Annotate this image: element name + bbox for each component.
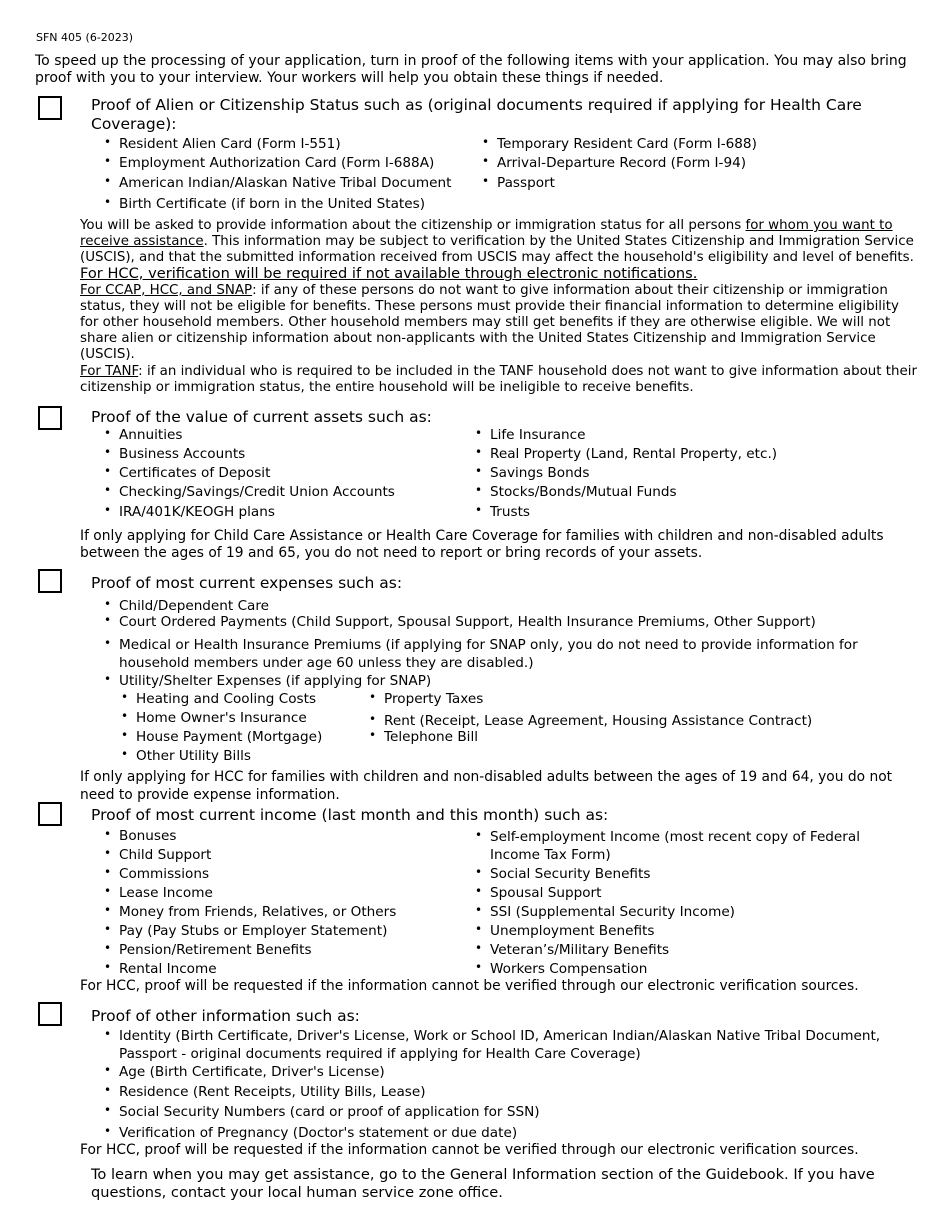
list-item: • Utility/Shelter Expenses (if applying for SNAP) — [119, 673, 431, 690]
list-item: • Employment Authorization Card (Form I-688A) — [119, 155, 434, 172]
intro-lead: To speed up the processing of your application — [35, 53, 362, 69]
citizenship-checkbox[interactable] — [38, 96, 62, 120]
expenses-checkbox[interactable] — [38, 569, 62, 593]
list-item: • Residence (Rent Receipts, Utility Bills, Lease) — [119, 1084, 426, 1101]
income-heading: Proof of most current income (last month and this month) such as: — [91, 806, 609, 824]
citizenship-paragraph-2: For CCAP, HCC, and SNAP: if any of these persons do not want to give information about their citizenship or immigration status, they will not be eligible for benefits. These persons must provide their financial information to determine eligibility for other household members. Other household members may still get benefits if they are otherwise eligible. We will not share alien or citizenship information about non-applicants with the United States Citizenship and Immigration Service (USCIS). — [80, 283, 899, 362]
list-item: • Court Ordered Payments (Child Support, Spousal Support, Health Insurance Premiums, Other Support) — [119, 614, 816, 631]
citizenship-paragraph-3: For TANF: if an individual who is required to be included in the TANF household does not want to give information about their citizenship or immigration status, the entire household will be ineligible to receive benefits. — [80, 364, 917, 395]
list-item: • Telephone Bill — [384, 729, 478, 746]
list-item: • Heating and Cooling Costs — [136, 691, 316, 708]
list-item: • Life Insurance — [490, 427, 586, 444]
list-item: • Identity (Birth Certificate, Driver's License, Work or School ID, American Indian/Alaskan Native Tribal Document, Passport - original documents required if applying for Health Care Coverage) — [119, 1027, 909, 1063]
list-item: • Annuities — [119, 427, 182, 444]
list-item: • Rent (Receipt, Lease Agreement, Housing Assistance Contract) — [384, 713, 812, 730]
list-item: • Certificates of Deposit — [119, 465, 270, 482]
list-item: • Age (Birth Certificate, Driver's License) — [119, 1064, 385, 1081]
intro-text — [35, 53, 915, 87]
list-item: • Social Security Numbers (card or proof of application for SSN) — [119, 1104, 540, 1121]
list-item: • House Payment (Mortgage) — [136, 729, 322, 746]
income-note: For HCC, proof will be requested if the information cannot be verified through our electronic verification sources. — [80, 978, 859, 994]
list-item: • Veteran’s/Military Benefits — [490, 942, 669, 959]
list-item: • SSI (Supplemental Security Income) — [490, 904, 735, 921]
list-item: • Spousal Support — [490, 885, 601, 902]
list-item: • Child Support — [119, 847, 211, 864]
list-item: • Commissions — [119, 866, 209, 883]
other-note: For HCC, proof will be requested if the information cannot be verified through our electronic verification sources. — [80, 1142, 859, 1158]
list-item: • Passport — [497, 175, 555, 192]
list-item: • Self-employment Income (most recent copy of Federal Income Tax Form) — [490, 828, 880, 864]
other-checkbox[interactable] — [38, 1002, 62, 1026]
closing-text: To learn when you may get assistance, go to the General Information section of the Guidebook. If you have questions, contact your local human service zone office. — [91, 1166, 875, 1201]
list-item: • Resident Alien Card (Form I-551) — [119, 136, 341, 153]
list-item: • Arrival-Departure Record (Form I-94) — [497, 155, 746, 172]
list-item: • Workers Compensation — [490, 961, 647, 978]
list-item: • Bonuses — [119, 828, 176, 845]
list-item: • Rental Income — [119, 961, 217, 978]
list-item: • Savings Bonds — [490, 465, 589, 482]
income-checkbox[interactable] — [38, 802, 62, 826]
list-item: • Property Taxes — [384, 691, 483, 708]
assets-heading: Proof of the value of current assets such as: — [91, 408, 432, 426]
list-item: • Medical or Health Insurance Premiums (if applying for SNAP only, you do not need to provide information for household members under age 60 unless they are disabled.) — [119, 636, 879, 672]
list-item: • Home Owner's Insurance — [136, 710, 307, 727]
list-item: • Child/Dependent Care — [119, 598, 269, 615]
list-item: • Temporary Resident Card (Form I-688) — [497, 136, 757, 153]
list-item: • Pay (Pay Stubs or Employer Statement) — [119, 923, 387, 940]
list-item: • Other Utility Bills — [136, 748, 251, 765]
list-item: • Checking/Savings/Credit Union Accounts — [119, 484, 395, 501]
list-item: • IRA/401K/KEOGH plans — [119, 504, 275, 521]
form-id: SFN 405 (6-2023) — [36, 31, 134, 44]
other-heading: Proof of other information such as: — [91, 1007, 360, 1025]
assets-note: If only applying for Child Care Assistance or Health Care Coverage for families with children and non-disabled adults between the ages of 19 and 65, you do not need to report or bring records of your assets. — [80, 528, 884, 561]
list-item: • Business Accounts — [119, 446, 245, 463]
list-item: • Lease Income — [119, 885, 213, 902]
expenses-heading: Proof of most current expenses such as: — [91, 574, 403, 592]
list-item: • Unemployment Benefits — [490, 923, 654, 940]
citizenship-heading: Proof of Alien or Citizenship Status such as (original documents required if applying for Health Care Coverage): — [91, 96, 862, 133]
list-item: • Real Property (Land, Rental Property, etc.) — [490, 446, 777, 463]
list-item: • Trusts — [490, 504, 530, 521]
citizenship-paragraph-1: You will be asked to provide information about the citizenship or immigration status for all persons for whom you want to receive assistance. This information may be subject to verification by the United States Citizenship and Immigration Service (USCIS), and that the submitted information received from USCIS may affect the household's eligibility and level of benefits. For HCC, verification will be required if not available through electronic notifications. — [80, 218, 914, 282]
list-item: • American Indian/Alaskan Native Tribal Document — [119, 175, 451, 192]
list-item: • Birth Certificate (if born in the United States) — [119, 196, 425, 213]
expenses-note: If only applying for HCC for families with children and non-disabled adults between the ages of 19 and 64, you do not need to provide expense information. — [80, 769, 893, 803]
assets-checkbox[interactable] — [38, 406, 62, 430]
list-item: • Money from Friends, Relatives, or Others — [119, 904, 396, 921]
list-item: • Stocks/Bonds/Mutual Funds — [490, 484, 677, 501]
intro-rest: , turn in proof of the following items with your application. You may also bring proof with you to your interview. Your workers will help you obtain these things if needed. — [35, 53, 907, 86]
list-item: • Pension/Retirement Benefits — [119, 942, 312, 959]
list-item: • Social Security Benefits — [490, 866, 650, 883]
list-item: • Verification of Pregnancy (Doctor's statement or due date) — [119, 1125, 517, 1142]
